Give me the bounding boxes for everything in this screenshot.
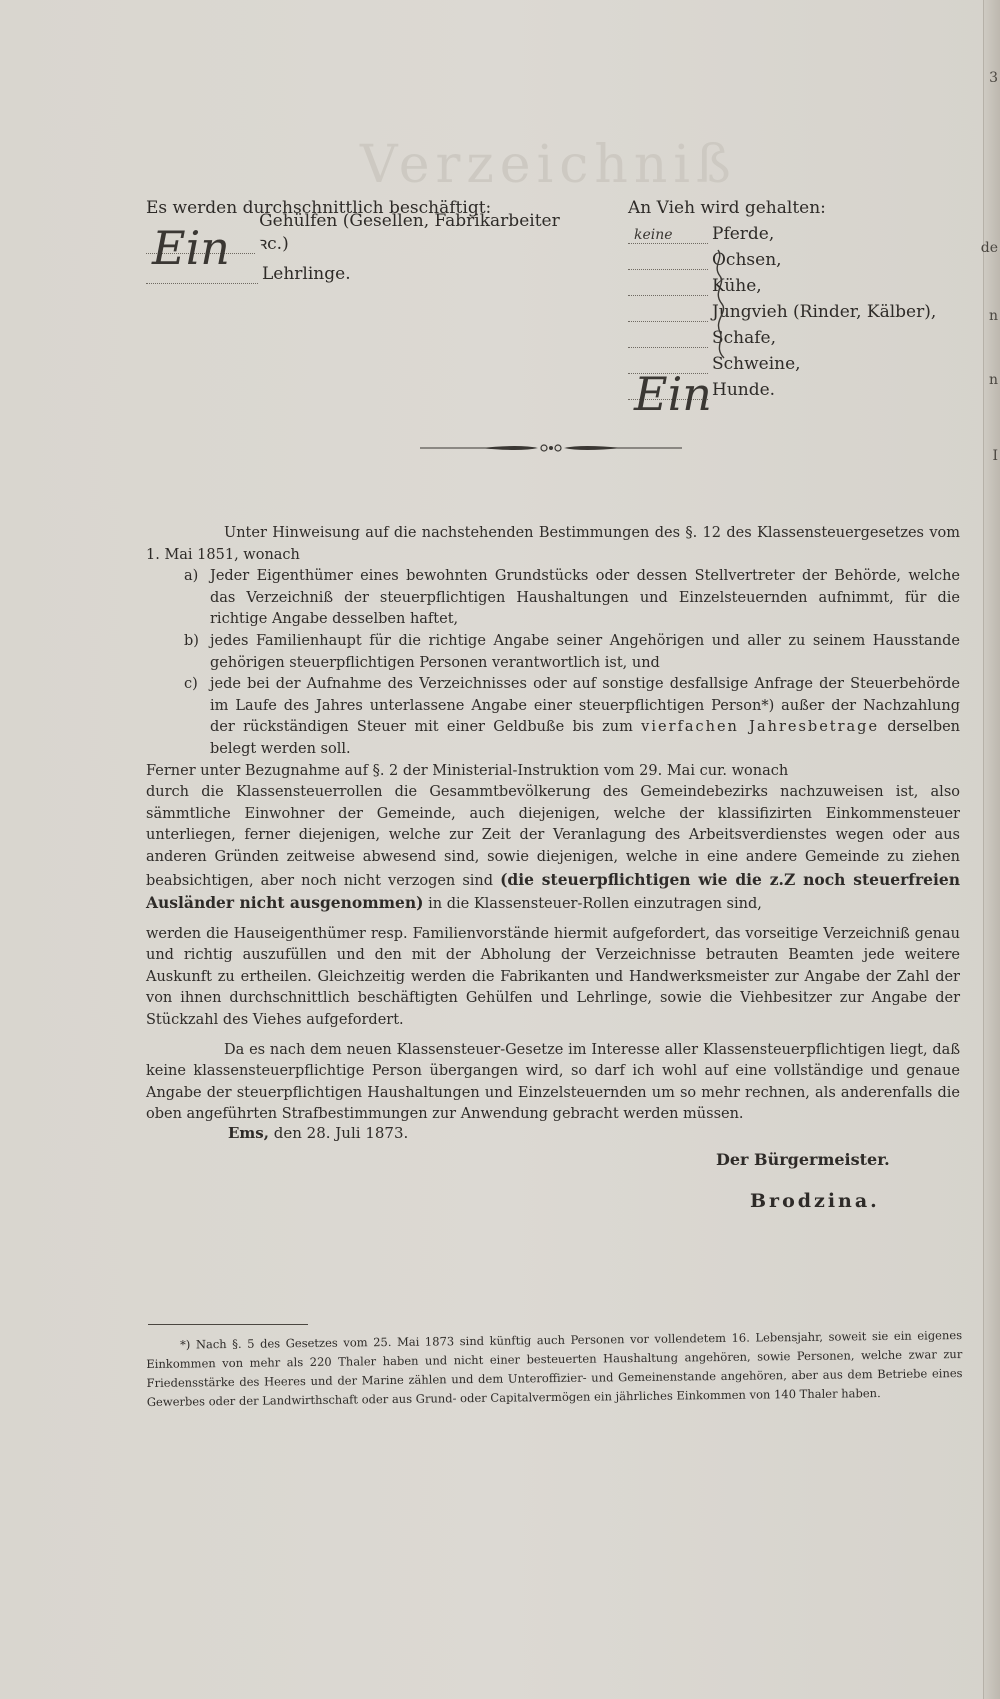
livestock-row-cows [628, 270, 958, 296]
clause-text [210, 674, 960, 760]
livestock-row-sheep [628, 322, 958, 348]
date-line [228, 1124, 408, 1142]
livestock-row-oxen [628, 244, 958, 270]
mayor-title: Der Bürgermeister. [716, 1150, 890, 1169]
intro-paragraph: Unter Hinweisung auf die nachstehenden Bestimmungen des §. 12 des Klassensteuergesetzes vom 1. Mai 1851, wonach [146, 525, 960, 563]
clause-c-text-start: jede bei der Aufnahme des Verzeichnisses oder auf sonstige desfallsige Anfrage der Steuerbehörde im Laufe des Jahres unterlassene Angabe einer steuerpflichtigen Person*) außer der Nachzahlung der rückständigen Steuer mit einer Geldbuße bis zum [210, 676, 960, 736]
sheep-label: Schafe, [712, 328, 777, 348]
edge-glyph: I [992, 448, 998, 464]
oxen-count-field[interactable] [628, 251, 708, 270]
dogs-count-field[interactable] [628, 367, 712, 421]
clause-a [184, 566, 960, 631]
clause-text: Jeder Eigenthümer eines bewohnten Grundstücks oder dessen Stellvertreter der Behörde, welche das Verzeichniß der steuerpflichtigen Haushaltungen und Einzelsteuernden aufnimmt, für die richtige Angabe desselben haftet, [210, 568, 960, 628]
young-cattle-label: Jungvieh (Rinder, Kälber), [712, 302, 937, 322]
sheep-count-field[interactable] [628, 329, 708, 348]
dogs-label: Hunde. [712, 380, 776, 400]
closing-paragraph: Da es nach dem neuen Klassensteuer-Gesetze im Interesse aller Klassensteuerpflichtigen liegt, daß keine klassensteuerpflichtige Person übergangen wird, so darf ich wohl auf eine vollständige und genaue Angabe der steuerpflichtigen Haushaltungen und Einzelsteuernden um so mehr rechnen, als anderenfalls die oben angeführten Strafbestimmungen zur Anwendung gebracht werden müssen. [146, 1041, 960, 1123]
faint-title: Verzeichniß [360, 135, 737, 195]
livestock-row-horses [628, 218, 958, 244]
assistants-label: Gehülfen (Gesellen, Fabrikarbeiter ꝛc.) [259, 211, 560, 254]
clause-c-emphasis: vierfachen Jahresbetrage [641, 719, 880, 736]
cows-label: Kühe, [712, 276, 762, 296]
clause-label: c) [184, 676, 198, 693]
clause-label: b) [184, 632, 199, 649]
apprentices-count-field[interactable] [146, 265, 258, 284]
horses-count-value: keine [634, 227, 673, 243]
horses-label: Pferde, [712, 224, 775, 244]
ferner-paragraph: Ferner unter Bezugnahme auf §. 2 der Ministerial-Instruktion vom 29. Mai cur. wonach [146, 762, 789, 779]
horses-count-field[interactable] [628, 225, 708, 244]
handwritten-brace-mark [710, 248, 732, 360]
assistants-count-value: Ein [152, 221, 230, 275]
date-text: den 28. Juli 1873. [273, 1124, 409, 1142]
clause-text: jedes Familienhaupt für die richtige Angabe seiner Angehörigen und aller zu seinem Hausstande gehörigen steuerpflichtigen Personen verantwortlich ist, und [210, 632, 960, 671]
clause-b [184, 631, 960, 674]
young-cattle-count-field[interactable] [628, 303, 708, 322]
instruction-text-start: durch die Klassensteuerrollen die Gesammtbevölkerung des Gemeindebezirks nachzuweisen ist, also sämmtliche Einwohner der Gemeinde, auch diejenigen, welche der klassifizirten Einkommensteuer unterliegen, ferner diejenigen, welche zur Zeit der Veranlagung des Arbeitsverdienstes wegen oder aus anderen Gründen zeitweise abwesend sind, sowie diejenigen, welche in eine andere Gemeinde zu ziehen beabsichtigen, aber noch nicht verzogen sind [146, 784, 960, 889]
oxen-label: Ochsen, [712, 250, 782, 270]
edge-glyph: de [980, 240, 998, 256]
footnote-text: *) Nach §. 5 des Gesetzes vom 25. Mai 1873 sind künftig auch Personen vor vollendetem 16. Lebensjahr, soweit sie ein eigenes Einkommen von mehr als 220 Thaler haben und nicht einer besteuerten Haushaltung angehören, sowie Personen, welche zwar zur Friedensstärke des Heeres und der Marine zählen und dem Unteroffizier- und Gemeinenstande angehören, aber aus dem Betriebe eines Gewerbes oder der Landwirthschaft oder aus Grund- oder Capitalvermögen ein jährliches Einkommen von 140 Thaler haben. [146, 1328, 963, 1409]
mayor-name: Brodzina. [750, 1190, 880, 1212]
livestock-row-young-cattle [628, 296, 958, 322]
apprentices-label: Lehrlinge. [262, 264, 351, 284]
instruction-text-end: in die Klassensteuer-Rollen einzutragen sind, [428, 896, 762, 913]
place-name: Ems, [228, 1124, 269, 1142]
assistants-count-field[interactable] [146, 221, 255, 275]
conclusion-paragraph: werden die Hauseigenthümer resp. Familienvorstände hiermit aufgefordert, das vorseitige Verzeichniß genau und richtig auszufüllen und den mit der Abholung der Verzeichnisse betrauten Beamten jede weitere Auskunft zu ertheilen. Gleichzeitig werden die Fabrikanten und Handwerksmeister zur Angabe der Zahl der von ihnen durchschnittlich beschäftigten Gehülfen und Lehrlinge, sowie die Viehbesitzer zur Angabe der Stückzahl des Viehes aufgefordert. [146, 925, 960, 1029]
cows-count-field[interactable] [628, 277, 708, 296]
regulation-text [146, 523, 960, 1126]
livestock-row-dogs [628, 367, 958, 421]
edge-glyph: n [988, 308, 998, 324]
adjacent-page-edge [980, 0, 1000, 1699]
clause-c [184, 674, 960, 760]
footnote-rule [148, 1324, 308, 1325]
instruction-paragraph [146, 782, 960, 916]
livestock-section [628, 192, 958, 421]
footnote [146, 1326, 963, 1412]
livestock-heading: An Vieh wird gehalten: [628, 198, 826, 218]
employees-heading: Es werden durchschnittlich beschäftigt: [146, 198, 492, 218]
edge-glyph: n [988, 372, 998, 388]
clause-label: a) [184, 568, 199, 585]
edge-glyph: 3 [989, 70, 998, 86]
ornament-divider [420, 441, 682, 455]
clause-c-text-end: derselben belegt werden soll. [210, 719, 961, 757]
pigs-label: Schweine, [712, 354, 801, 374]
employees-section [146, 192, 586, 284]
handwritten-insert-bold: (die steuerpflichtigen wie die z.Z noch steuerfreien Ausländer nicht ausgenommen) [146, 869, 960, 913]
dogs-count-value: Ein [634, 367, 712, 421]
